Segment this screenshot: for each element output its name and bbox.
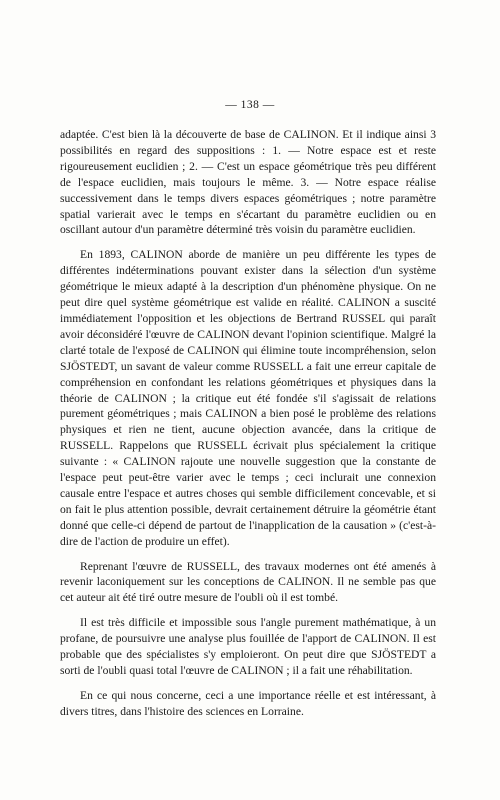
paragraph-mathematical-analysis: Il est très difficile et impossible sous l'angle purement mathématique, à un profane, de poursuivre une analyse plus fouillée de l'apport de CALINON. Il est probable que des spécialistes s'y emploieront. On peut dire que SJÖSTEDT a sorti de l'oubli quasi total l'œuvre de CALINON ; il a fait une réhabilitation. xyxy=(60,616,436,677)
paragraph-continuation: adaptée. C'est bien là la découverte de base de CALINON. Et il indique ainsi 3 possibilités en regard des suppositions : 1. — Notre espace est et reste rigoureusement euclidien ; 2. — C'est un espace géométrique très peu différent de l'espace euclidien, mais toujours le même. 3. — Notre espace réalise successivement dans le temps divers espaces géométriques ; notre paramètre spatial varierait avec le temps en s'écartant du paramètre euclidien ou en oscillant autour d'un paramètre déterminé très voisin du paramètre euclidien. xyxy=(60,128,436,237)
paragraph-russell-revisited: Reprenant l'œuvre de RUSSELL, des travaux modernes ont été amenés à revenir laconiquement sur les conceptions de CALINON. Il ne semble pas que cet auteur ait été tiré outre mesure de l'oubli où il est tombé. xyxy=(60,559,436,605)
paragraph-calinon-1893: En 1893, CALINON aborde de manière un peu différente les types de différentes indéterminations pouvant exister dans la sélection d'un système géométrique le mieux adapté à la description d'un phénomène physique. On ne peut dire quel système géométrique est valide en réalité. CALINON a suscité immédiatement l'opposition et les objections de Bertrand RUSSEL qui paraît avoir déconsidéré l'œuvre de CALINON devant l'opinion scientifique. Malgré la clarté totale de l'exposé de CALINON qui élimine toute incompréhension, selon SJÖSTEDT, un savant de valeur comme RUSSELL a fait une erreur capitale de compréhension en confondant les relations géométriques et physiques dans la théorie de CALINON ; la critique eut été fondée s'il s'agissait de relations purement géométriques ; mais CALINON a bien posé le problème des relations physiques et rien ne tient, aucune objection avancée, dans la critique de RUSSELL. Rappelons que RUSSELL écrivait plus spécialement la critique suivante : « CALINON rajoute une nouvelle suggestion que la constante de l'espace peut peut-être varier avec le temps ; ceci inclurait une connexion causale entre l'espace et autres choses qui semble difficilement concevable, et si on fait le plus attention possible, devrait certainement détruire la géométrie étant donné que celle-ci dépend de partout de l'inapplication de la causation » (c'est-à-dire de l'action de produire un effet). xyxy=(60,248,436,548)
page-number: — 138 — xyxy=(225,99,275,111)
paragraph-conclusion: En ce qui nous concerne, ceci a une importance réelle et est intéressant, à divers titres, dans l'histoire des sciences en Lorraine. xyxy=(60,688,436,718)
body-text xyxy=(60,127,436,720)
